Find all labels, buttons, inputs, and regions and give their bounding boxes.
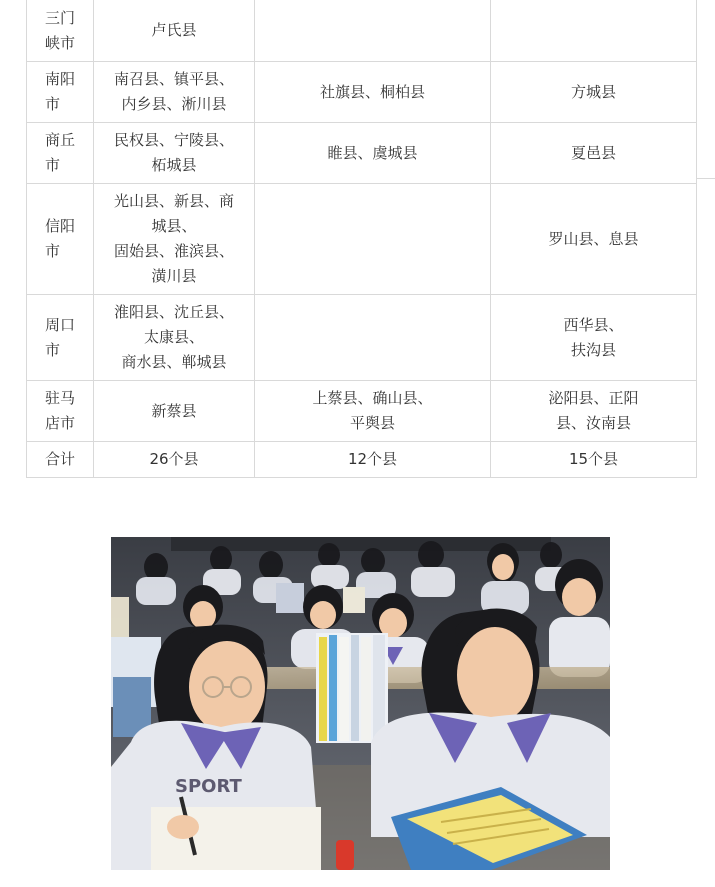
county-cell	[491, 0, 697, 62]
cell-line: 12个县	[347, 450, 398, 468]
cell-line: 市	[45, 95, 61, 113]
county-cell	[255, 381, 491, 442]
cell-line: 平舆县	[349, 414, 395, 432]
county-cell	[94, 442, 255, 478]
county-cell	[94, 184, 255, 295]
cell-line: 驻马	[45, 389, 76, 407]
cell-line: 罗山县、息县	[548, 229, 639, 248]
table-row	[27, 381, 697, 442]
cell-line: 城县、	[151, 217, 197, 235]
cell-line: 市	[45, 242, 61, 260]
county-cell	[491, 62, 697, 123]
cell-line: 市	[45, 156, 61, 174]
cell-line: 淮阳县、沈丘县、	[113, 303, 234, 321]
cell-line: 柘城县	[151, 156, 197, 174]
table-row-total	[27, 442, 697, 478]
cell-line: 市	[45, 340, 61, 359]
county-cell	[94, 381, 255, 442]
cell-line: 信阳	[45, 217, 76, 235]
cell-line: 扶沟县	[570, 340, 616, 359]
city-cell	[27, 0, 94, 62]
county-table	[26, 0, 697, 478]
cell-line: 太康县、	[143, 328, 204, 346]
cell-line: 光山县、新县、商	[113, 192, 234, 210]
city-cell	[27, 184, 94, 295]
cell-line: 内乡县、淅川县	[121, 95, 227, 113]
cell-line: 民权县、宁陵县、	[113, 131, 234, 149]
county-cell	[491, 381, 697, 442]
cell-line: 店市	[45, 414, 76, 432]
shirt-print: SPORT	[175, 776, 242, 797]
county-cell	[255, 184, 491, 295]
cell-line: 卢氏县	[151, 21, 197, 39]
city-cell	[27, 62, 94, 123]
city-cell	[27, 381, 94, 442]
cell-line: 商丘	[45, 131, 76, 149]
cell-line: 方城县	[570, 82, 616, 101]
county-cell	[255, 295, 491, 381]
cell-line: 南召县、镇平县、	[113, 70, 234, 88]
classroom-illustration	[111, 537, 610, 870]
county-cell	[491, 123, 697, 184]
cell-line: 新蔡县	[151, 401, 197, 420]
cell-line: 睢县、虞城县	[327, 143, 418, 162]
county-cell	[491, 184, 697, 295]
pencil-case	[336, 840, 354, 870]
county-cell	[255, 0, 491, 62]
cell-line: 三门	[45, 8, 76, 27]
county-cell	[255, 123, 491, 184]
cell-line: 夏邑县	[570, 143, 616, 162]
county-cell	[255, 442, 491, 478]
classroom-photo	[111, 537, 610, 870]
cell-line: 峡市	[45, 33, 76, 52]
county-cell	[94, 123, 255, 184]
county-cell	[255, 62, 491, 123]
county-cell	[491, 295, 697, 381]
cell-line: 泌阳县、正阳	[548, 389, 639, 407]
table-row	[27, 123, 697, 184]
cell-line: 26个县	[149, 450, 199, 468]
city-cell	[27, 442, 94, 478]
table-row	[27, 0, 697, 62]
table-row	[27, 184, 697, 295]
cell-line: 商水县、郸城县	[121, 353, 227, 371]
cell-line: 固始县、淮滨县、	[113, 242, 234, 260]
cell-line: 县、汝南县	[555, 414, 631, 432]
county-cell	[94, 295, 255, 381]
county-cell	[94, 0, 255, 62]
cell-line: 潢川县	[151, 267, 197, 285]
table-row	[27, 295, 697, 381]
county-cell	[491, 442, 697, 478]
table-row	[27, 62, 697, 123]
cell-line: 合计	[45, 450, 76, 468]
cell-line: 15个县	[568, 450, 619, 468]
frame-divider	[696, 178, 715, 179]
city-cell	[27, 123, 94, 184]
cell-line: 社旗县、桐柏县	[319, 82, 425, 101]
city-cell	[27, 295, 94, 381]
cell-line: 西华县、	[563, 315, 624, 334]
cell-line: 上蔡县、确山县、	[312, 389, 433, 407]
cell-line: 周口	[45, 315, 76, 334]
county-cell	[94, 62, 255, 123]
cell-line: 南阳	[45, 70, 76, 88]
